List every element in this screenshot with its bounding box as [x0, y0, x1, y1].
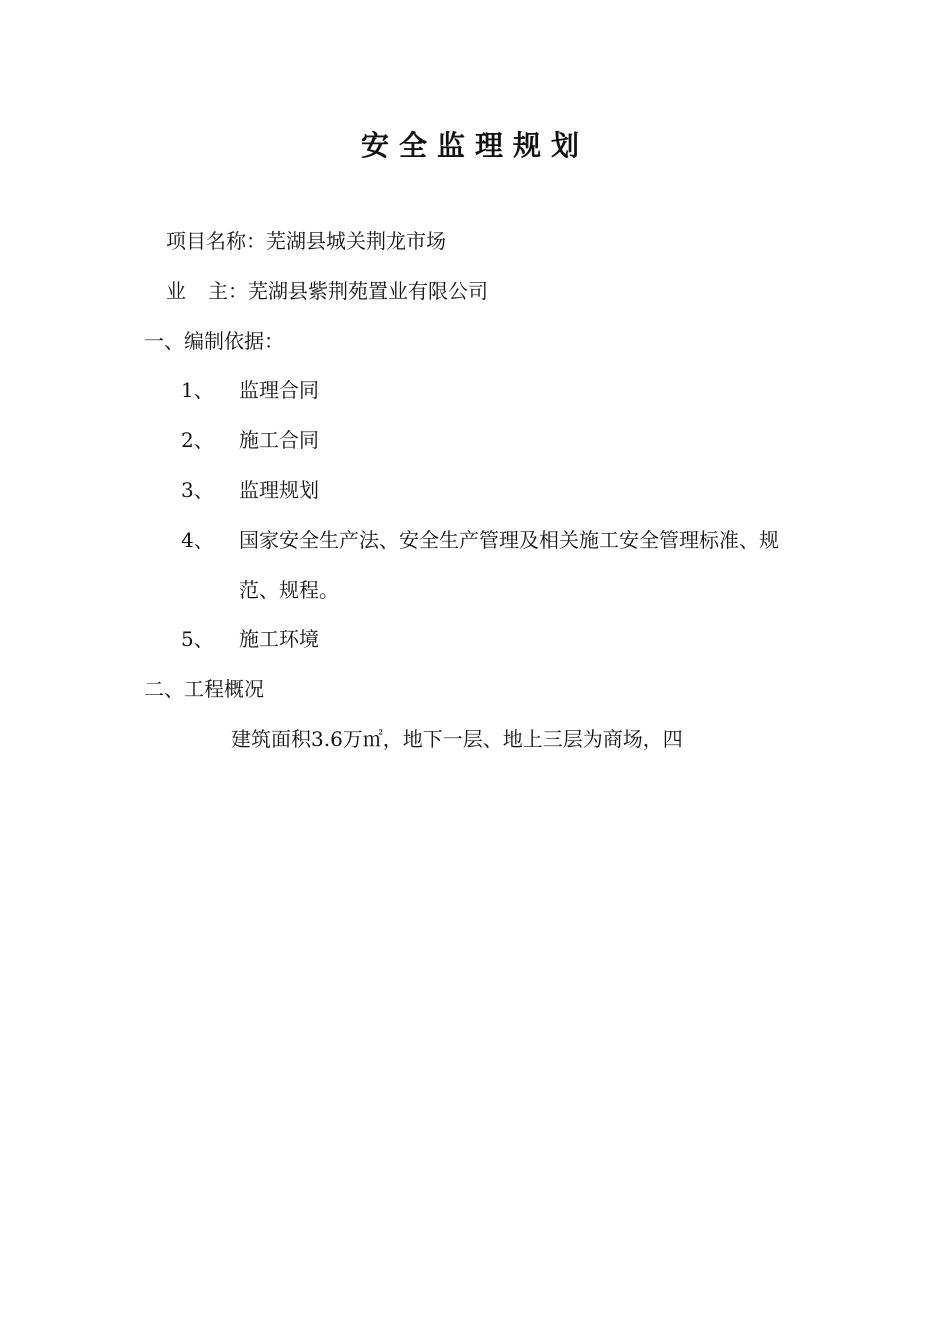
list-item-number: 2、: [181, 428, 214, 452]
list-item-number: 1、: [181, 378, 214, 402]
overview-paragraph: 建筑面积3.6万㎡，地下一层、地上三层为商场，四: [231, 727, 683, 751]
list-item-text: 监理规划: [239, 478, 319, 502]
project-name-line: 项目名称：芜湖县城关荆龙市场: [166, 229, 446, 253]
list-item-text: 施工环境: [239, 627, 319, 651]
list-item-number: 3、: [181, 478, 214, 502]
owner-line: [166, 276, 488, 306]
owner-value: 主：芜湖县紫荆苑置业有限公司: [208, 279, 488, 303]
list-item-text: 国家安全生产法、安全生产管理及相关施工安全管理标准、规: [239, 528, 779, 552]
list-item-text-continuation: 范、规程。: [239, 578, 339, 602]
list-item-number: 4、: [181, 528, 214, 552]
list-item-number: 5、: [181, 627, 214, 651]
owner-label: 业: [166, 279, 186, 303]
list-item-text: 监理合同: [239, 378, 319, 402]
document-title: 安全监理规划: [360, 129, 589, 162]
section-heading-overview: 二、工程概况: [144, 677, 264, 701]
list-item-text: 施工合同: [239, 428, 319, 452]
section-heading-basis: 一、编制依据：: [144, 329, 284, 353]
